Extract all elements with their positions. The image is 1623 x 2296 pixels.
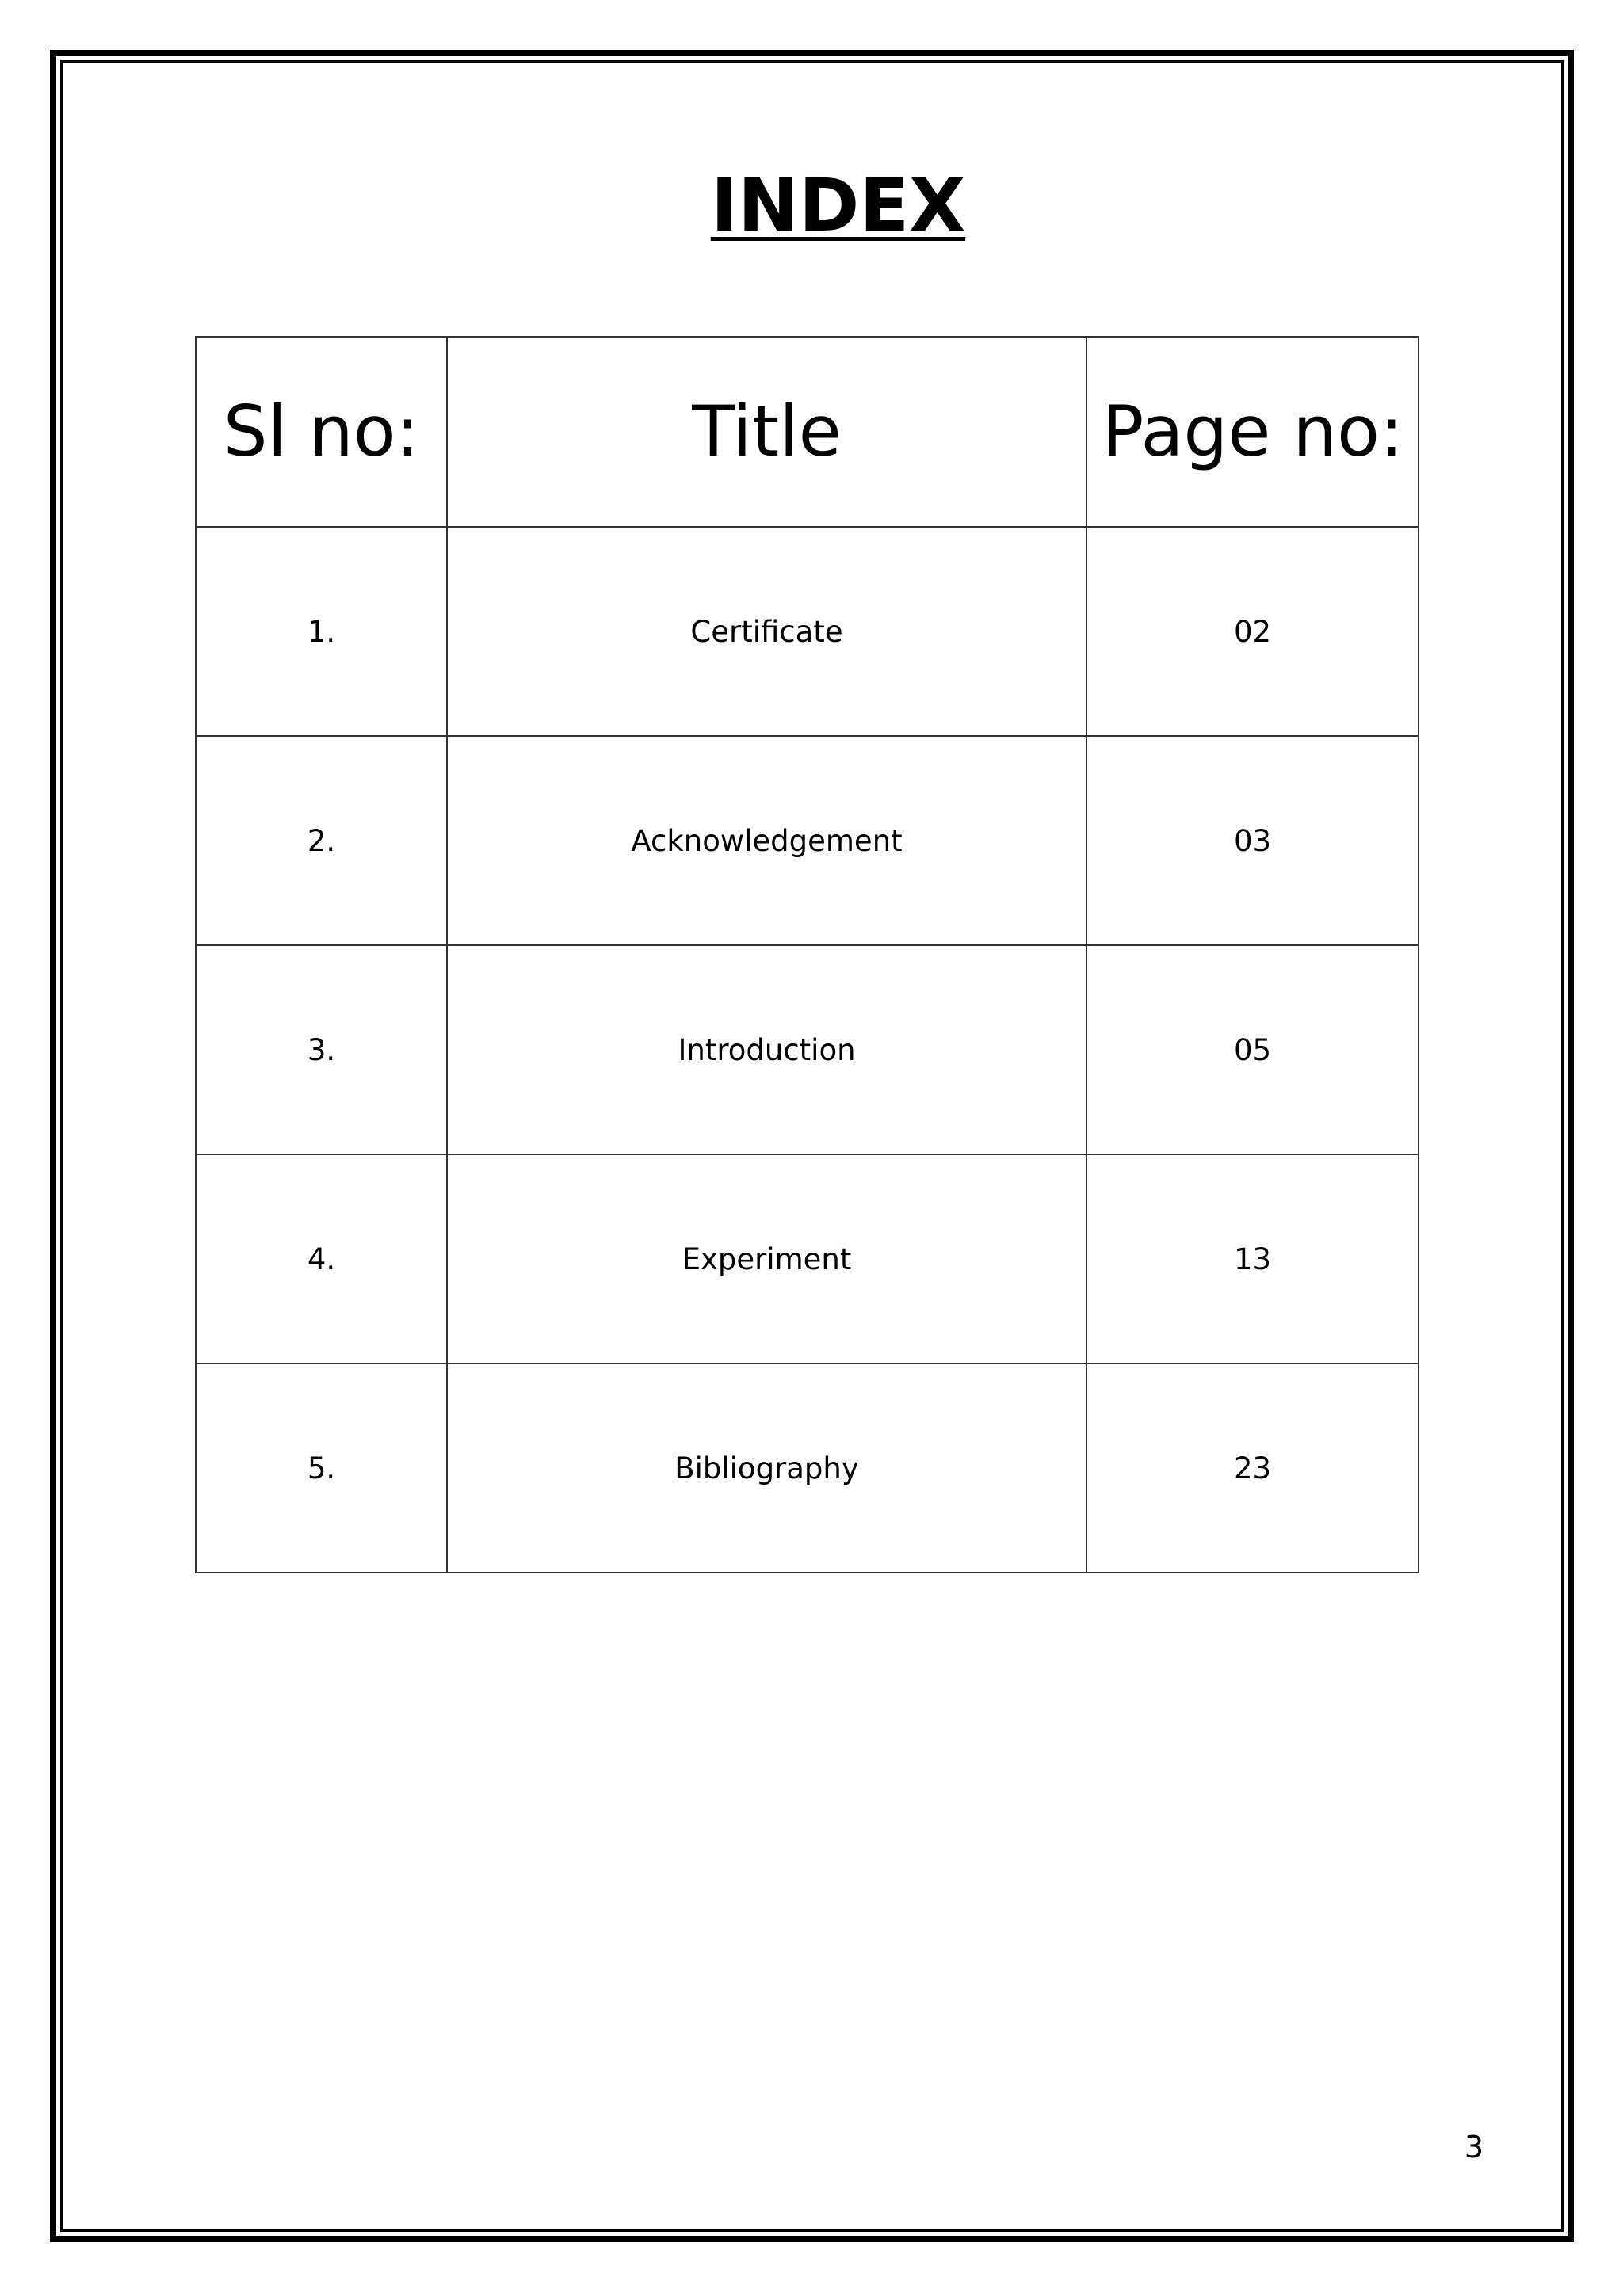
cell-sl-no: 3. — [196, 945, 447, 1154]
cell-sl-no: 5. — [196, 1363, 447, 1573]
cell-title: Introduction — [447, 945, 1086, 1154]
table-row — [196, 945, 1419, 1154]
cell-sl-no: 2. — [196, 736, 447, 945]
table-header-row — [196, 337, 1419, 527]
header-sl-no: Sl no: — [196, 337, 447, 527]
index-table — [195, 336, 1419, 1573]
cell-page-no: 03 — [1086, 736, 1419, 945]
cell-title: Certificate — [447, 527, 1086, 736]
table-row — [196, 1363, 1419, 1573]
cell-page-no: 02 — [1086, 527, 1419, 736]
cell-sl-no: 1. — [196, 527, 447, 736]
table-row — [196, 527, 1419, 736]
cell-page-no: 05 — [1086, 945, 1419, 1154]
table-row — [196, 1154, 1419, 1363]
cell-page-no: 23 — [1086, 1363, 1419, 1573]
cell-sl-no: 4. — [196, 1154, 447, 1363]
page-number: 3 — [1464, 2130, 1484, 2164]
table-row — [196, 736, 1419, 945]
header-page-no: Page no: — [1086, 337, 1419, 527]
cell-page-no: 13 — [1086, 1154, 1419, 1363]
header-title: Title — [447, 337, 1086, 527]
page-title: INDEX — [710, 163, 966, 248]
cell-title: Bibliography — [447, 1363, 1086, 1573]
cell-title: Experiment — [447, 1154, 1086, 1363]
cell-title: Acknowledgement — [447, 736, 1086, 945]
